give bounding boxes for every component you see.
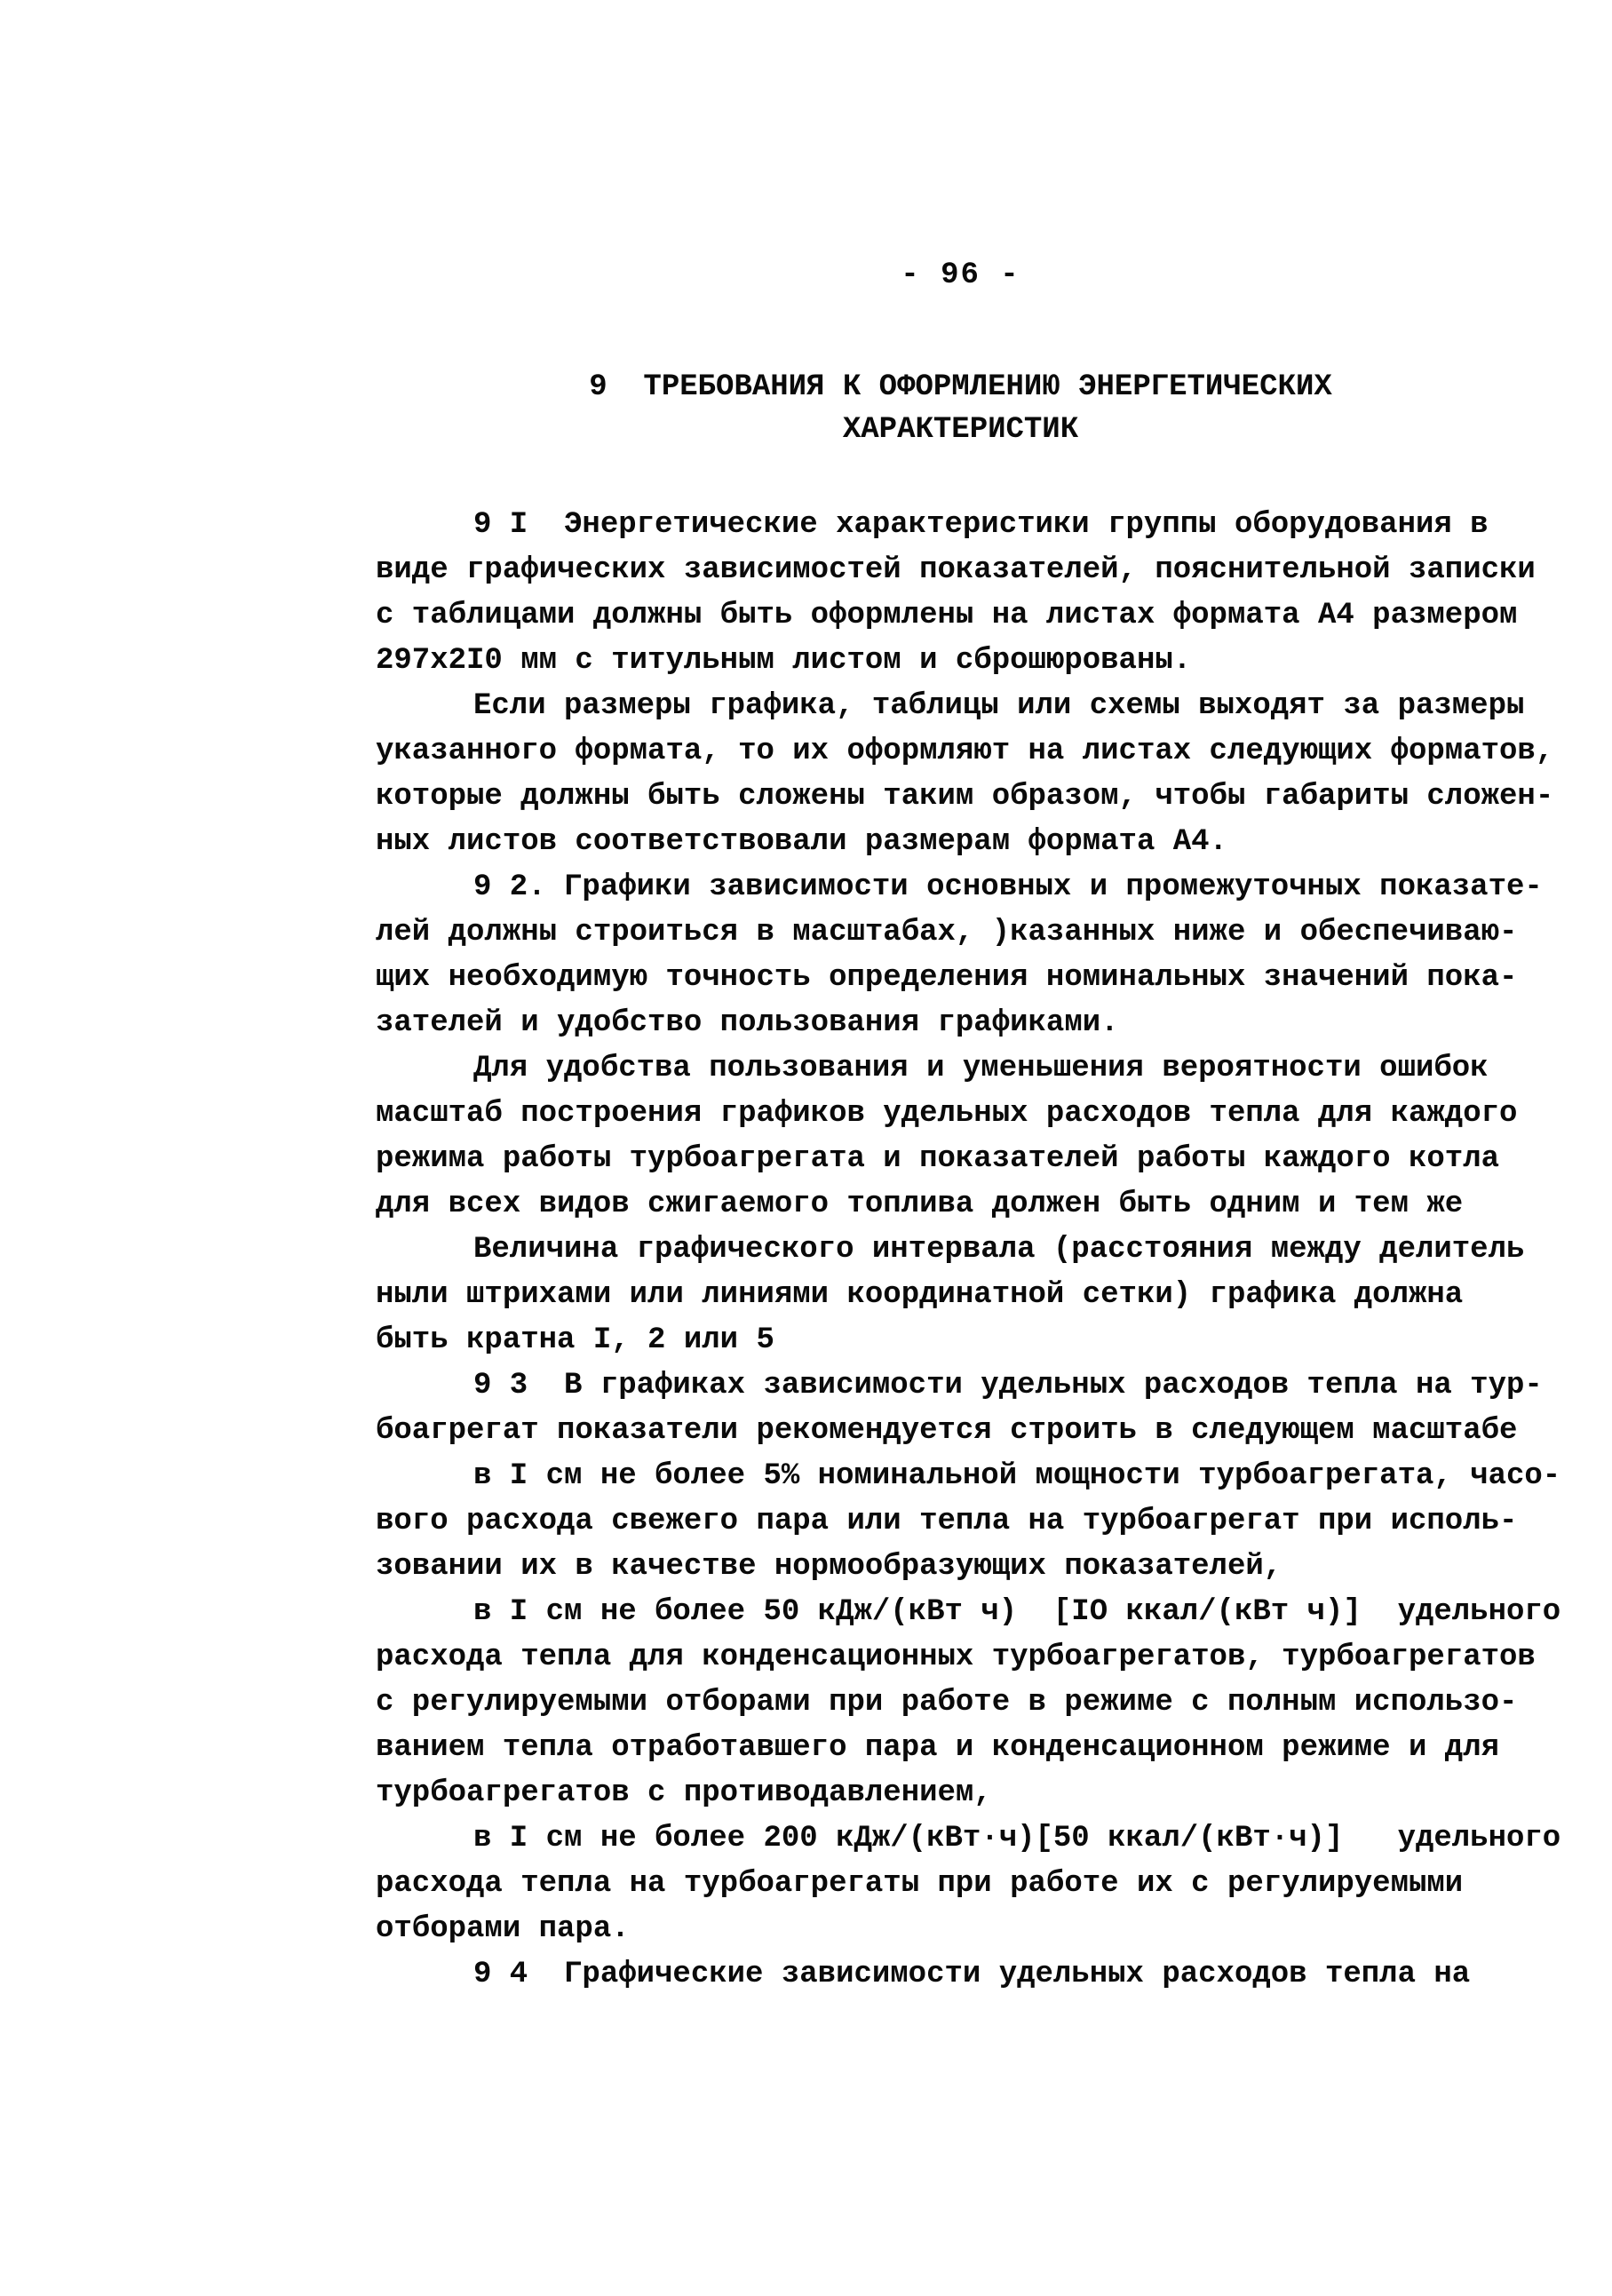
text-line: расхода тепла для конденсационных турбоагрегатов, турбоагрегатов <box>376 1641 1536 1674</box>
text-line: 9 4 Графические зависимости удельных расходов тепла на <box>473 1958 1471 1991</box>
text-line: ныли штрихами или линиями координатной сетки) графика должна <box>376 1278 1464 1312</box>
text-line: 9 3 В графиках зависимости удельных расходов тепла на тур- <box>473 1369 1543 1402</box>
text-line: в I см не более 200 кДж/(кВт·ч)[50 ккал/(кВт·ч)] удельного <box>473 1822 1561 1855</box>
text-line: режима работы турбоагрегата и показателей работы каждого котла <box>376 1142 1500 1176</box>
text-line: 297х2I0 мм с титульным листом и сброшюрованы. <box>376 644 1192 678</box>
text-line: турбоагрегатов с противодавлением, <box>376 1776 992 1810</box>
text-line: с регулируемыми отборами при работе в режиме с полным использо- <box>376 1686 1518 1720</box>
section-heading-line1: 9 ТРЕБОВАНИЯ К ОФОРМЛЕНИЮ ЭНЕРГЕТИЧЕСКИХ <box>589 370 1332 404</box>
text-line: ванием тепла отработавшего пара и конденсационном режиме и для <box>376 1731 1500 1765</box>
text-line: указанного формата, то их оформляют на листах следующих форматов, <box>376 735 1554 768</box>
text-line: Величина графического интервала (расстояния между делитель <box>473 1233 1525 1267</box>
text-line: для всех видов сжигаемого топлива должен быть одним и тем же <box>376 1188 1464 1221</box>
text-line: которые должны быть сложены таким образом, чтобы габариты сложен- <box>376 780 1554 814</box>
text-line: лей должны строиться в масштабах, )казанных ниже и обеспечиваю- <box>376 916 1518 949</box>
section-heading <box>376 366 1545 451</box>
text-line: с таблицами должны быть оформлены на листах формата А4 размером <box>376 599 1518 632</box>
text-line: ных листов соответствовали размерам формата А4. <box>376 825 1227 859</box>
text-line: Если размеры графика, таблицы или схемы выходят за размеры <box>473 689 1525 723</box>
text-line: в I см не более 50 кДж/(кВт ч) [IO ккал/(кВт ч)] удельного <box>473 1595 1561 1629</box>
body-text <box>376 503 1561 1998</box>
text-line: зовании их в качестве нормообразующих показателей, <box>376 1550 1282 1584</box>
text-line: 9 2. Графики зависимости основных и промежуточных показате- <box>473 870 1543 904</box>
text-line: вого расхода свежего пара или тепла на турбоагрегат при исполь- <box>376 1505 1518 1538</box>
text-line: расхода тепла на турбоагрегаты при работе их с регулируемыми <box>376 1867 1464 1901</box>
section-heading-line2: ХАРАКТЕРИСТИК <box>842 413 1079 447</box>
text-line: быть кратна I, 2 или 5 <box>376 1323 774 1357</box>
text-line: 9 I Энергетические характеристики группы оборудования в <box>473 508 1489 542</box>
text-line: отборами пара. <box>376 1912 630 1946</box>
text-line: щих необходимую точность определения номинальных значений пока- <box>376 961 1518 995</box>
text-line: боагрегат показатели рекомендуется строить в следующем масштабе <box>376 1414 1518 1448</box>
text-line: масштаб построения графиков удельных расходов тепла для каждого <box>376 1097 1518 1131</box>
text-line: Для удобства пользования и уменьшения вероятности ошибок <box>473 1052 1489 1085</box>
text-line: виде графических зависимостей показателей, пояснительной записки <box>376 553 1536 587</box>
page-number: - 96 - <box>901 258 1020 292</box>
text-line: в I см не более 5% номинальной мощности турбоагрегата, часо- <box>473 1459 1561 1493</box>
text-line: зателей и удобство пользования графиками. <box>376 1006 1119 1040</box>
